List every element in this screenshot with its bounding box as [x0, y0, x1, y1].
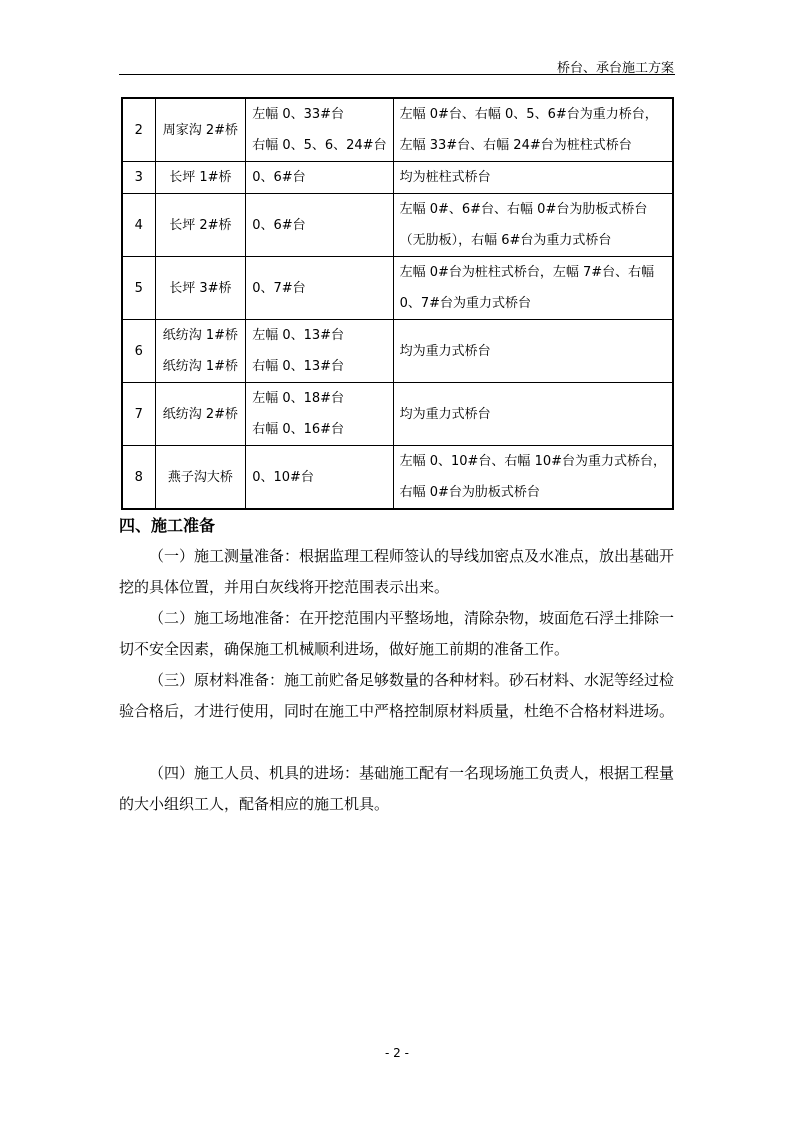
cell-abutment-type-line: （无肋板），右幅 6#台为重力式桥台 — [399, 233, 612, 248]
cell-bridge-name-line: 燕子沟大桥 — [167, 469, 233, 485]
cell-abutment-type-line: 均为重力式桥台 — [399, 406, 491, 422]
cell-bridge-name — [155, 446, 246, 510]
header-title: 桥台、承台施工方案 — [556, 61, 674, 76]
cell-abutment-seats-line: 右幅 0、13#台 — [252, 359, 345, 374]
cell-bridge-name — [155, 320, 246, 383]
cell-abutment-type — [393, 257, 673, 320]
cell-abutment-seats-line: 左幅 0、33#台 — [252, 107, 345, 122]
cell-bridge-name — [155, 257, 246, 320]
cell-abutment-type — [393, 446, 673, 510]
cell-abutment-type — [393, 98, 673, 162]
cell-abutment-seats — [246, 383, 393, 446]
cell-bridge-name-line: 纸纺沟 1#桥 — [162, 359, 239, 374]
section-heading: 四、施工准备 — [119, 516, 216, 535]
cell-abutment-seats-line: 0、6#台 — [252, 217, 306, 233]
cell-abutment-type — [393, 162, 673, 194]
cell-abutment-seats — [246, 320, 393, 383]
cell-abutment-seats-line: 左幅 0、13#台 — [252, 328, 345, 343]
cell-bridge-name-line: 纸纺沟 2#桥 — [162, 406, 239, 422]
cell-number: 4 — [122, 194, 155, 257]
cell-abutment-seats-line: 0、10#台 — [252, 469, 314, 485]
cell-abutment-seats-line: 左幅 0、18#台 — [252, 391, 345, 406]
paragraph-staff-equipment: （四）施工人员、机具的进场：基础施工配有一名现场施工负责人，根据工程量的大小组织工人，配备相应的施工机具。 — [119, 764, 675, 813]
cell-bridge-name — [155, 383, 246, 446]
cell-abutment-type — [393, 320, 673, 383]
cell-abutment-seats — [246, 446, 393, 510]
cell-bridge-name-line: 纸纺沟 1#桥 — [162, 328, 239, 343]
cell-abutment-type-line: 左幅 0#、6#台、右幅 0#台为肋板式桥台 — [399, 202, 648, 217]
cell-number: 6 — [122, 320, 155, 383]
bridge-abutment-table — [121, 97, 674, 510]
cell-abutment-seats — [246, 98, 393, 162]
table-row — [122, 257, 673, 320]
cell-number: 7 — [122, 383, 155, 446]
table-row — [122, 320, 673, 383]
cell-bridge-name-line: 长坪 1#桥 — [169, 170, 232, 185]
cell-bridge-name — [155, 162, 246, 194]
cell-abutment-type-line: 均为重力式桥台 — [399, 343, 491, 359]
table-row — [122, 446, 673, 510]
table-row — [122, 98, 673, 162]
cell-abutment-type-line: 左幅 0、10#台、右幅 10#台为重力式桥台， — [399, 454, 666, 469]
cell-abutment-seats — [246, 257, 393, 320]
cell-abutment-seats-line: 右幅 0、5、6、24#台 — [252, 138, 387, 153]
cell-abutment-seats-line: 0、6#台 — [252, 170, 306, 185]
paragraph-site-prep: （二）施工场地准备：在开挖范围内平整场地，清除杂物，坡面危石浮土排除一切不安全因素，确保施工机械顺利进场，做好施工前期的准备工作。 — [119, 609, 675, 658]
cell-abutment-seats-line: 0、7#台 — [252, 280, 306, 296]
cell-abutment-type-line: 左幅 0#台、右幅 0、5、6#台为重力桥台， — [399, 107, 658, 122]
table-row — [122, 194, 673, 257]
cell-abutment-type-line: 左幅 0#台为桩柱式桥台，左幅 7#台、右幅 — [399, 265, 655, 280]
cell-bridge-name — [155, 194, 246, 257]
cell-bridge-name-line: 长坪 2#桥 — [169, 217, 232, 233]
cell-abutment-type-line: 左幅 33#台、右幅 24#台为桩柱式桥台 — [399, 138, 632, 153]
cell-bridge-name — [155, 98, 246, 162]
cell-abutment-type — [393, 383, 673, 446]
cell-bridge-name-line: 周家沟 2#桥 — [162, 122, 239, 138]
table-row — [122, 162, 673, 194]
cell-abutment-seats — [246, 162, 393, 194]
cell-abutment-seats-line: 右幅 0、16#台 — [252, 422, 345, 437]
paragraph-material-prep: （三）原材料准备：施工前贮备足够数量的各种材料。砂石材料、水泥等经过检验合格后，才进行使用，同时在施工中严格控制原材料质量，杜绝不合格材料进场。 — [119, 671, 675, 720]
cell-abutment-type-line: 均为桩柱式桥台 — [399, 170, 491, 185]
cell-abutment-type — [393, 194, 673, 257]
page-number: - 2 - — [385, 1046, 409, 1060]
cell-abutment-type-line: 0、7#台为重力式桥台 — [399, 296, 532, 311]
cell-bridge-name-line: 长坪 3#桥 — [169, 280, 232, 296]
cell-number: 5 — [122, 257, 155, 320]
paragraph-survey-prep: （一）施工测量准备：根据监理工程师签认的导线加密点及水准点，放出基础开挖的具体位置，并用白灰线将开挖范围表示出来。 — [119, 547, 675, 596]
header-rule — [119, 74, 675, 75]
cell-abutment-type-line: 右幅 0#台为肋板式桥台 — [399, 485, 540, 500]
cell-number: 2 — [122, 98, 155, 162]
cell-number: 8 — [122, 446, 155, 510]
cell-abutment-seats — [246, 194, 393, 257]
cell-number: 3 — [122, 162, 155, 194]
table-row — [122, 383, 673, 446]
